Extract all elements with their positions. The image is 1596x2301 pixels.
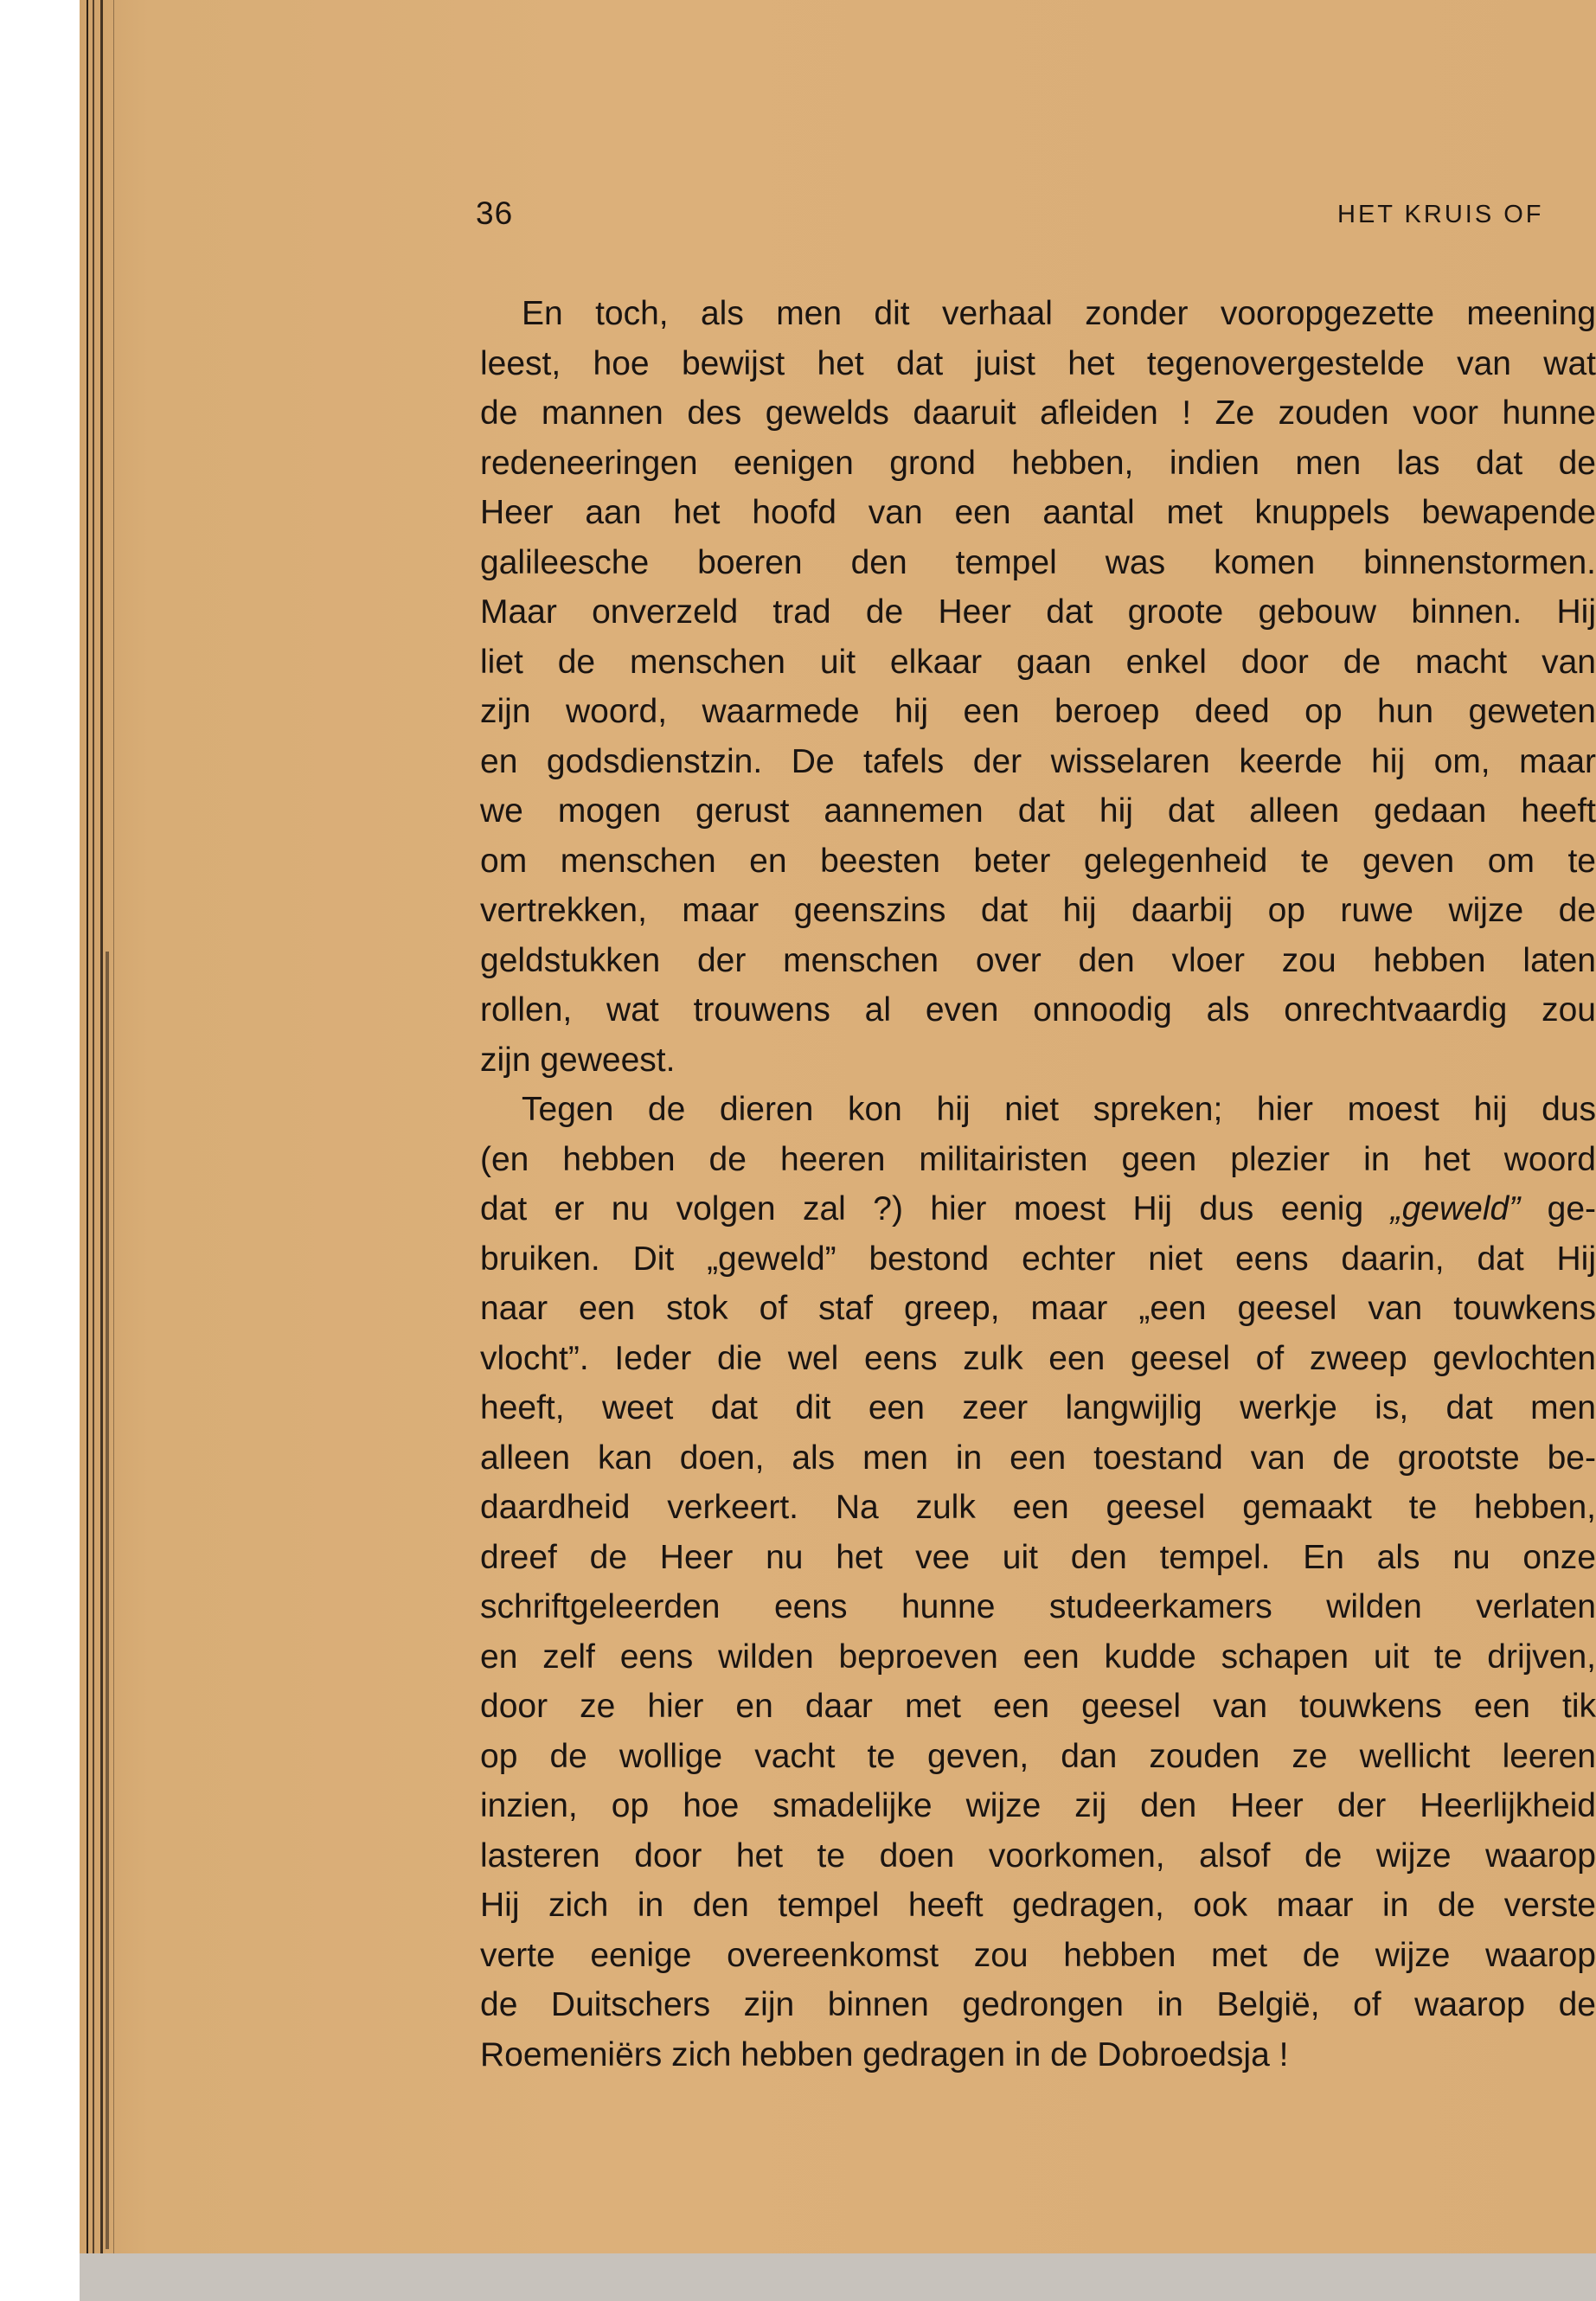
gutter-edge — [106, 952, 109, 2249]
page-number: 36 — [476, 195, 514, 231]
text-line: en godsdienstzin. De tafels der wisselaren keerde hij om, maar — [480, 742, 1596, 780]
text-line: we mogen gerust aannemen dat hij dat alleen gedaan heeft — [480, 792, 1596, 830]
text-line: zijn woord, waarmede hij een beroep deed op hun geweten — [480, 693, 1596, 730]
text-line: heeft, weet dat dit een zeer langwijlig werkje is, dat men — [480, 1389, 1596, 1426]
text-line: schriftgeleerden eens hunne studeerkamers wilden verlaten — [480, 1588, 1596, 1625]
text-line-with-emphasis — [480, 1184, 1596, 1234]
text-line: Roemeniërs zich hebben gedragen in de Dobroedsja ! — [480, 2035, 1289, 2073]
text-line: galileesche boeren den tempel was komen binnenstormen. — [480, 543, 1596, 581]
text-line: En toch, als men dit verhaal zonder vooropgezette meening — [522, 295, 1596, 332]
text-line: liet de menschen uit elkaar gaan enkel door de macht van — [480, 643, 1596, 681]
text-line: de Duitschers zijn binnen gedrongen in België, of waarop de — [480, 1986, 1596, 2023]
text-line: Heer aan het hoofd van een aantal met knuppels bewapende — [480, 494, 1596, 531]
text-line: de mannen des gewelds daaruit afleiden ! Ze zouden voor hunne — [480, 394, 1596, 432]
running-head — [476, 195, 1596, 247]
emphasized-word: „geweld” — [1390, 1190, 1521, 1227]
text-line: door ze hier en daar met een geesel van touwkens een tik — [480, 1688, 1596, 1725]
gutter-edge — [113, 0, 114, 2253]
gutter-edge — [93, 0, 94, 2253]
text-fragment: dat er nu volgen zal ?) hier moest Hij dus eenig — [480, 1190, 1364, 1227]
text-line: rollen, wat trouwens al even onnoodig als onrechtvaardig zou — [480, 991, 1596, 1029]
text-line: Tegen de dieren kon hij niet spreken; hier moest hij dus — [522, 1091, 1596, 1128]
running-title: HET KRUIS OF — [1337, 201, 1544, 228]
gutter-edge — [87, 0, 88, 2253]
text-line: bruiken. Dit „geweld” bestond echter niet eens daarin, dat Hij — [480, 1240, 1596, 1278]
text-line: redeneeringen eenigen grond hebben, indien men las dat de — [480, 444, 1596, 482]
text-line: lasteren door het te doen voorkomen, alsof de wijze waarop — [480, 1836, 1596, 1875]
text-line: Maar onverzeld trad de Heer dat groote gebouw binnen. Hij — [480, 593, 1596, 631]
text-line: daardheid verkeert. Na zulk een geesel gemaakt te hebben, — [480, 1489, 1596, 1526]
text-line: Hij zich in den tempel heeft gedragen, ook maar in de verste — [480, 1887, 1596, 1924]
text-line: verte eenige overeenkomst zou hebben met de wijze waarop — [480, 1936, 1596, 1974]
text-fragment: ge- — [1520, 1190, 1596, 1227]
text-line: (en hebben de heeren militairisten geen plezier in het woord — [480, 1140, 1596, 1178]
text-line: geldstukken der menschen over den vloer zou hebben laten — [480, 941, 1596, 979]
text-line: inzien, op hoe smadelijke wijze zij den Heer der Heerlijkheid — [480, 1787, 1596, 1824]
text-line: op de wollige vacht te geven, dan zouden ze wellicht leeren — [480, 1737, 1596, 1775]
text-line: dreef de Heer nu het vee uit den tempel. En als nu onze — [480, 1538, 1596, 1576]
text-line: om menschen en beesten beter gelegenheid te geven om te — [480, 842, 1596, 880]
scan-bottom-edge — [80, 2253, 1596, 2301]
text-line: leest, hoe bewijst het dat juist het tegenovergestelde van wat — [480, 344, 1596, 382]
text-line: vertrekken, maar geenszins dat hij daarbij op ruwe wijze de — [480, 892, 1596, 929]
gutter-edge — [100, 0, 103, 2253]
binding-gutter — [85, 0, 121, 2253]
scan-margin — [0, 0, 80, 2301]
text-line: naar een stok of staf greep, maar „een geesel van touwkens — [480, 1290, 1596, 1327]
text-line: alleen kan doen, als men in een toestand van de grootste be- — [480, 1439, 1596, 1477]
text-line: zijn geweest. — [480, 1041, 676, 1079]
text-line: en zelf eens wilden beproeven een kudde schapen uit te drijven, — [480, 1638, 1596, 1676]
body-text — [480, 289, 1596, 2080]
text-line: vlocht”. Ieder die wel eens zulk een geesel of zweep gevlochten — [480, 1339, 1596, 1377]
